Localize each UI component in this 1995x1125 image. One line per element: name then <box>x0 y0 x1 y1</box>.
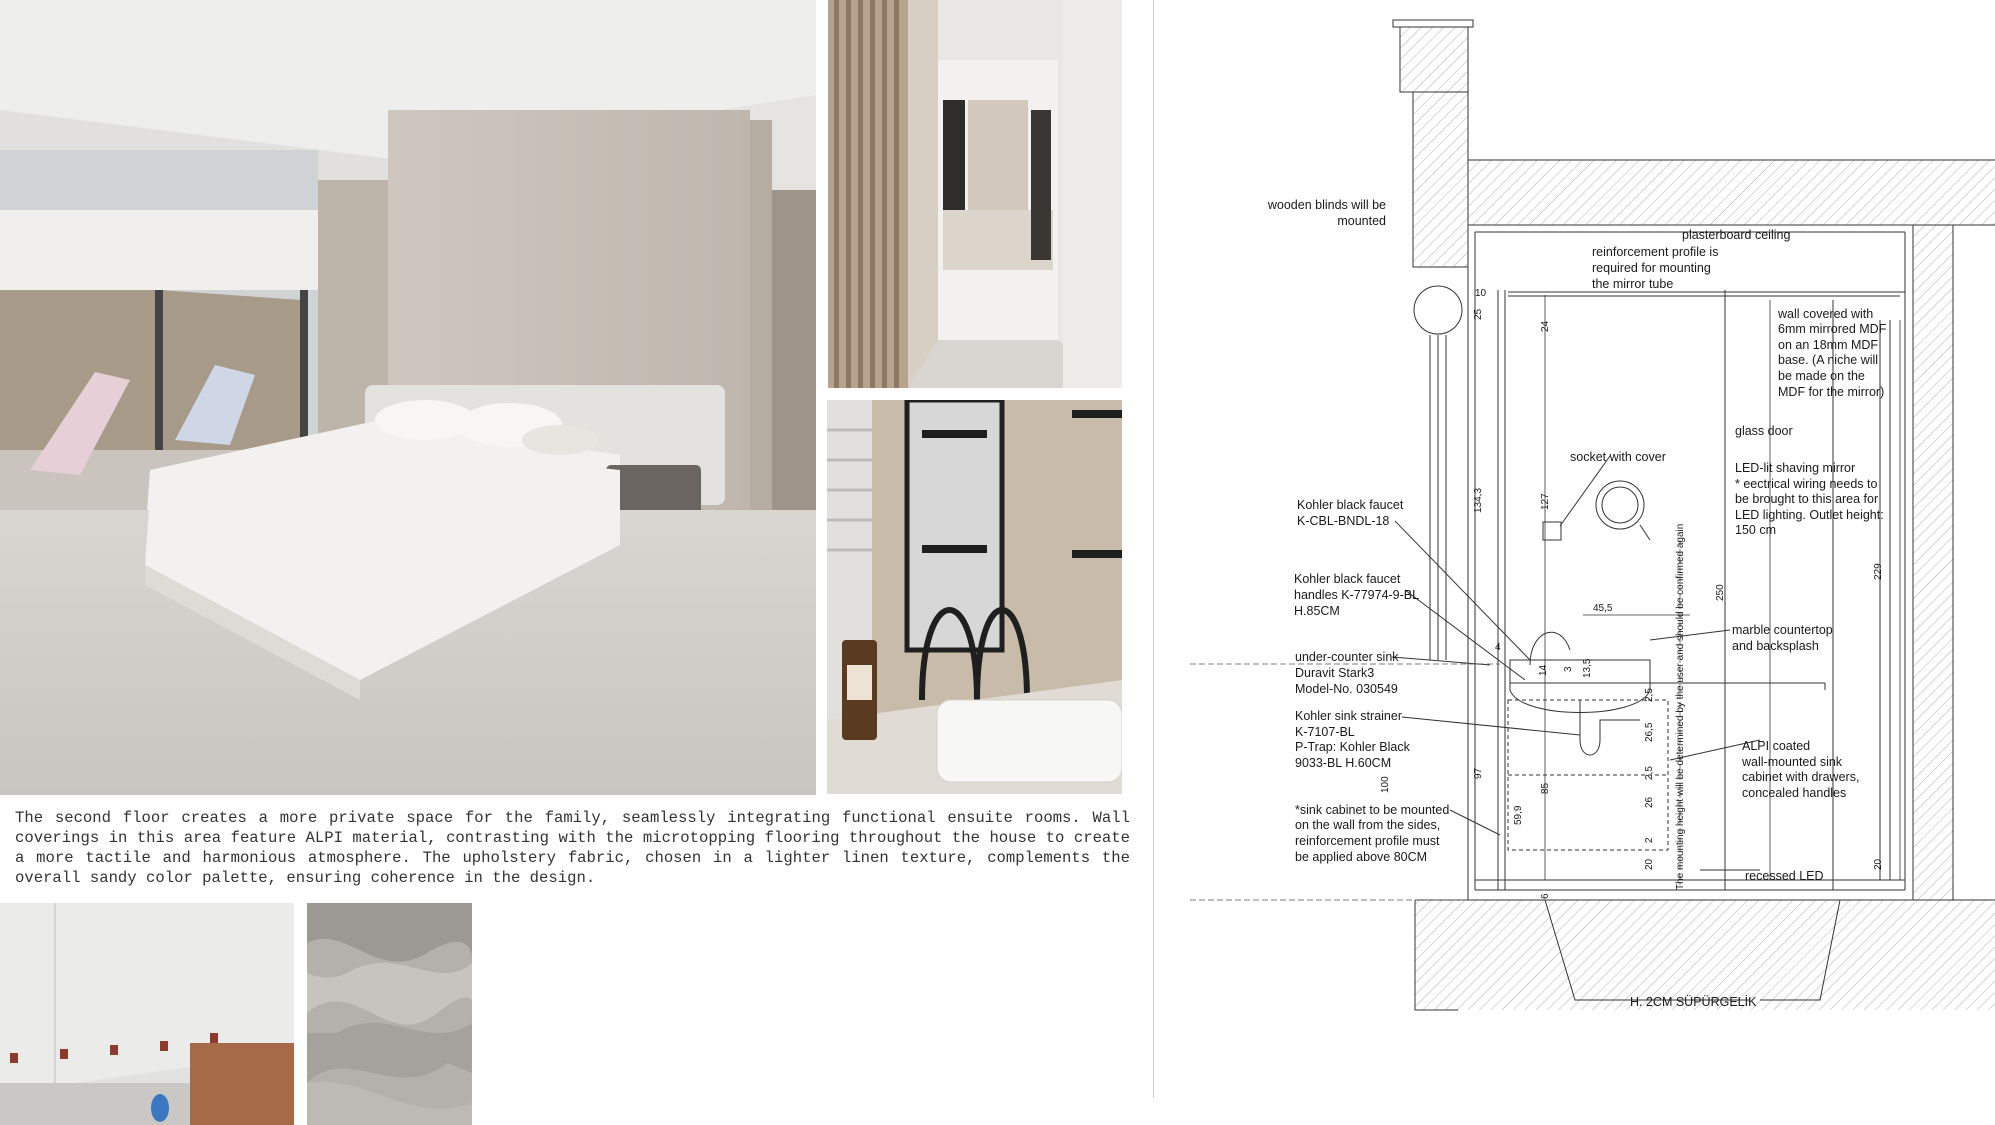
label-handles-2: handles K-77974-9-BL <box>1294 588 1420 602</box>
dim-26-5: 26,5 <box>1644 722 1655 742</box>
dim-127: 127 <box>1540 493 1551 510</box>
label-sink-2: Duravit Stark3 <box>1295 666 1375 680</box>
bathroom-corridor-photo <box>828 0 1122 388</box>
label-mirror-4: LED lighting. Outlet height: <box>1735 508 1884 522</box>
ceiling-construction-photo <box>0 903 294 1125</box>
label-strainer-2: K-7107-BL <box>1295 725 1355 739</box>
dim-20: 20 <box>1644 858 1655 870</box>
label-wall-mdf-3: on an 18mm MDF <box>1778 338 1879 352</box>
label-cabinet-note-4: be applied above 80CM <box>1295 850 1428 864</box>
dim-6: 6 <box>1540 893 1551 899</box>
label-mirror-3: be brought to this area for <box>1735 492 1879 506</box>
label-wall-mdf-6: MDF for the mirror) <box>1778 385 1885 399</box>
sink-detail-photo <box>827 400 1122 794</box>
dim-2-5-b: 2,5 <box>1644 766 1655 780</box>
label-cabinet-3: cabinet with drawers, <box>1742 770 1860 784</box>
label-cabinet-note-3: reinforcement profile must <box>1295 834 1440 848</box>
label-cabinet-2: wall-mounted sink <box>1742 755 1843 769</box>
dim-25: 25 <box>1473 308 1484 320</box>
dim-4: 4 <box>1495 642 1501 653</box>
label-wall-mdf-4: base. (A niche will <box>1778 353 1879 367</box>
dim-100: 100 <box>1380 776 1391 793</box>
label-mirror-5: 150 cm <box>1735 523 1776 537</box>
label-marble-1: marble countertop <box>1732 623 1833 637</box>
dim-45-5: 45,5 <box>1593 603 1613 614</box>
linen-fabric-photo <box>307 903 472 1125</box>
label-wall-mdf-1: wall covered with <box>1778 307 1874 321</box>
dim-229: 229 <box>1873 563 1884 580</box>
label-reinforcement-3: the mirror tube <box>1592 277 1674 291</box>
page-divider <box>1153 0 1154 1098</box>
dim-250: 250 <box>1715 584 1726 601</box>
label-reinforcement-1: reinforcement profile is <box>1592 245 1719 259</box>
label-cabinet-note-1: *sink cabinet to be mounted <box>1295 803 1450 817</box>
label-strainer-3: P-Trap: Kohler Black <box>1295 740 1410 754</box>
label-faucet-1: Kohler black faucet <box>1297 498 1404 512</box>
label-wall-mdf-5: be made on the <box>1778 369 1865 383</box>
dim-3: 3 <box>1563 666 1574 672</box>
dim-85: 85 <box>1540 782 1551 794</box>
bedroom-photo <box>0 0 816 795</box>
dim-2-5: 2,5 <box>1644 688 1655 702</box>
dim-134-3: 134,3 <box>1473 487 1484 513</box>
label-sink-1: under-counter sink <box>1295 650 1399 664</box>
label-cabinet-note-2: on the wall from the sides, <box>1295 818 1441 832</box>
dim-13-5: 13,5 <box>1582 658 1593 678</box>
label-faucet-2: K-CBL-BNDL-18 <box>1297 514 1390 528</box>
label-handles-3: H.85CM <box>1294 604 1340 618</box>
label-socket: socket with cover <box>1570 450 1666 464</box>
label-cabinet-4: concealed handles <box>1742 786 1847 800</box>
label-recessed-led: recessed LED <box>1745 869 1824 883</box>
bathroom-section-drawing <box>1185 0 1995 1125</box>
dim-97: 97 <box>1473 767 1484 779</box>
label-sink-3: Model-No. 030549 <box>1295 682 1398 696</box>
label-marble-2: and backsplash <box>1732 639 1819 653</box>
label-strainer-1: Kohler sink strainer <box>1295 709 1402 723</box>
dim-24: 24 <box>1540 320 1551 332</box>
label-mirror-2: * eectrical wiring needs to <box>1735 477 1878 491</box>
label-wooden-blinds-1: wooden blinds will be <box>1267 198 1386 212</box>
label-strainer-4: 9033-BL H.60CM <box>1295 756 1392 770</box>
dim-59-9: 59,9 <box>1513 805 1524 825</box>
label-reinforcement-2: required for mounting <box>1592 261 1711 275</box>
label-skirting: H. 2CM SÜPÜRGELİK <box>1630 995 1757 1009</box>
label-plasterboard-ceiling: plasterboard ceiling <box>1682 228 1791 242</box>
dim-10: 10 <box>1475 288 1487 299</box>
label-mirror-1: LED-lit shaving mirror <box>1735 461 1856 475</box>
description-paragraph: The second floor creates a more private space for the family, seamlessly integrating functional ensuite rooms. Wall coverings in this area feature ALPI material, contrasting with the microtopping flooring throughout the house to create a more tactile and harmonious atmosphere. The upholstery fabric, chosen in a lighter linen texture, complements the overall sandy color palette, ensuring coherence in the design. <box>15 809 1130 887</box>
dim-2: 2 <box>1644 837 1655 843</box>
dim-14: 14 <box>1538 664 1549 676</box>
label-mounting-height-note: The mounting height will be determined by the user and should be confirmed again <box>1675 523 1686 890</box>
label-wooden-blinds-2: mounted <box>1337 214 1386 228</box>
dim-20-b: 20 <box>1873 858 1884 870</box>
label-handles-1: Kohler black faucet <box>1294 572 1401 586</box>
label-glass-door: glass door <box>1735 424 1793 438</box>
label-wall-mdf-2: 6mm mirrored MDF <box>1778 322 1887 336</box>
dim-26: 26 <box>1644 796 1655 808</box>
label-cabinet-1: ALPI coated <box>1742 739 1811 753</box>
